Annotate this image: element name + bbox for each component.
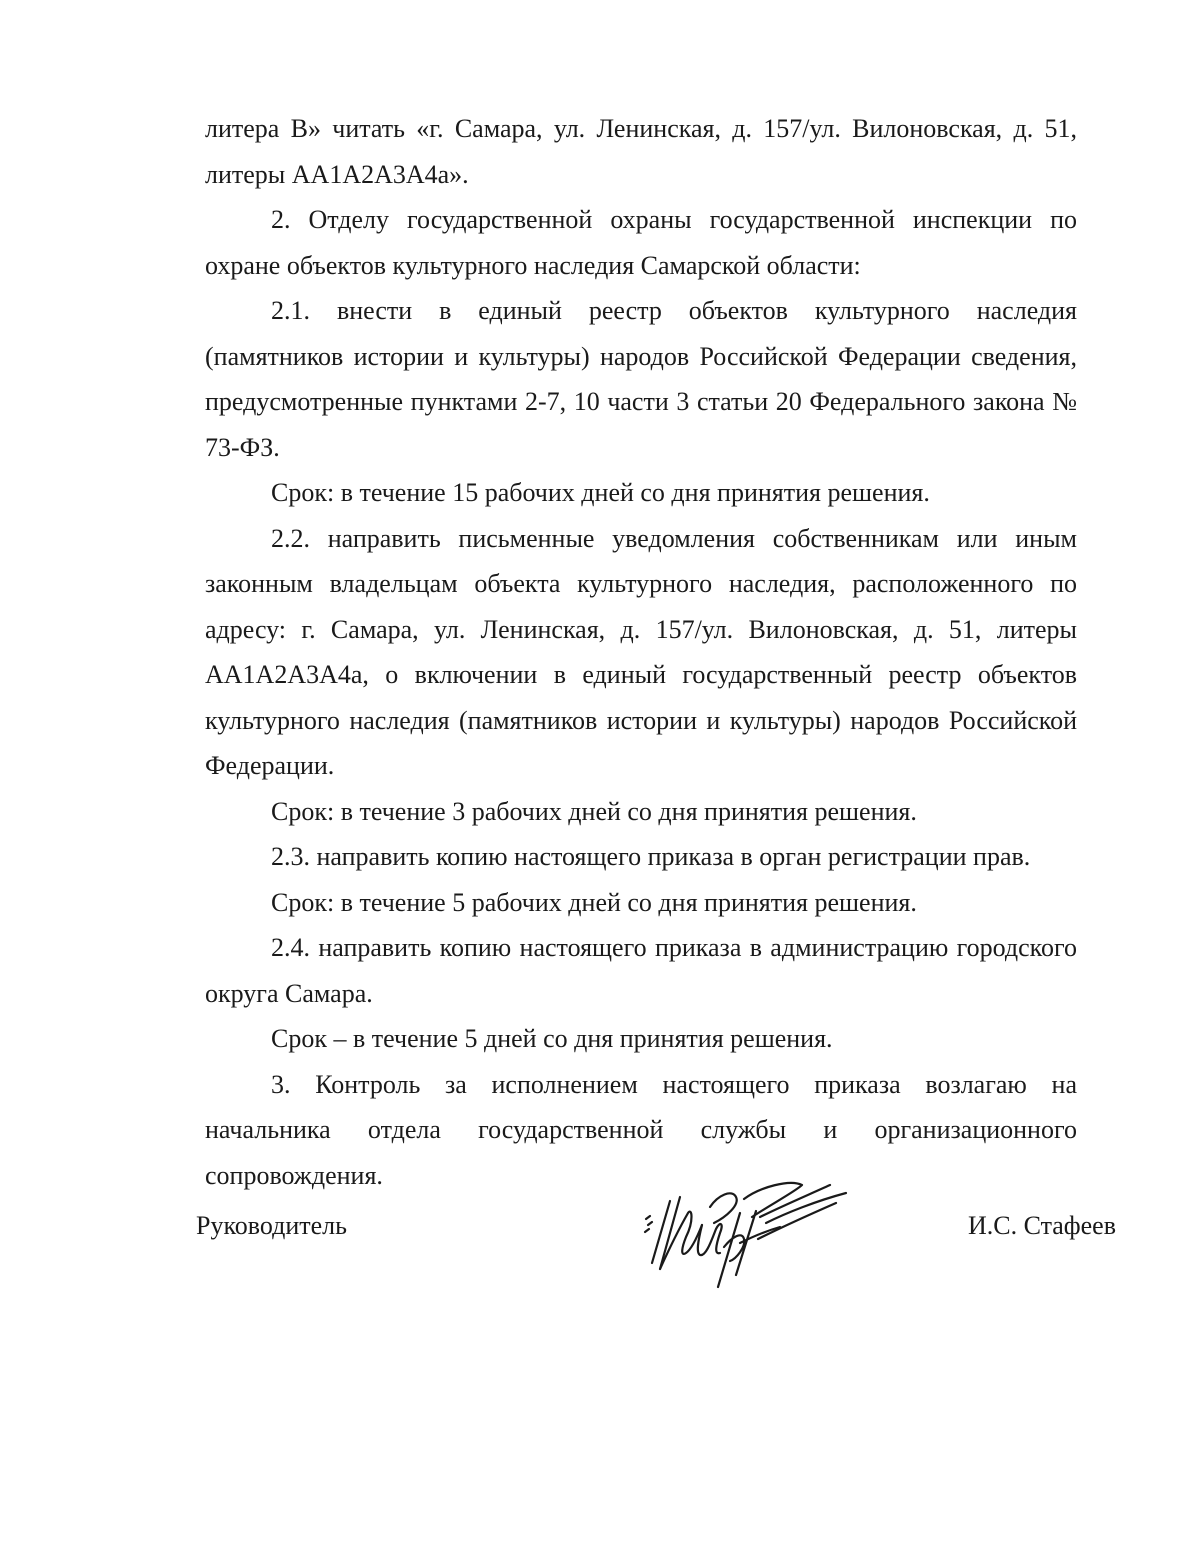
deadline-item-2-1: Срок: в течение 15 рабочих дней со дня принятия решения.: [271, 478, 930, 507]
signature-block: [196, 1203, 1116, 1293]
paragraph-item-3: 3. Контроль за исполнением настоящего приказа возлагаю на начальника отдела государственной службы и организационного сопровождения.: [205, 1069, 1077, 1190]
deadline-item-2-3: Срок: в течение 5 рабочих дней со дня принятия решения.: [271, 887, 917, 917]
deadline-item-2-4: Срок – в течение 5 дней со дня принятия решения.: [271, 1024, 833, 1053]
handwritten-signature-icon: [640, 1177, 852, 1289]
signatory-position: Руководитель: [196, 1211, 347, 1240]
paragraph-item-2-3: 2.3. направить копию настоящего приказа в орган регистрации прав.: [271, 842, 1031, 871]
paragraph-item-2: 2. Отделу государственной охраны государственной инспекции по охране объектов культурного наследия Самарской области:: [205, 205, 1077, 280]
paragraph-item-2-1: 2.1. внести в единый реестр объектов культурного наследия (памятников истории и культуры) народов Российской Федерации сведения, предусмотренные пунктами 2-7, 10 части 3 статьи 20 Федерального закона № 73-ФЗ.: [205, 296, 1077, 462]
document-body: [205, 106, 1077, 1198]
deadline-item-2-2: Срок: в течение 3 рабочих дней со дня принятия решения.: [271, 796, 917, 826]
paragraph-address-correction: литера В» читать «г. Самара, ул. Ленинская, д. 157/ул. Вилоновская, д. 51, литеры АА1А2А3А4а».: [205, 114, 1077, 189]
signatory-name: И.С. Стафеев: [967, 1211, 1116, 1240]
paragraph-item-2-2: 2.2. направить письменные уведомления собственникам или иным законным владельцам объекта культурного наследия, расположенного по адресу: г. Самара, ул. Ленинская, д. 157/ул. Вилоновская, д. 51, литеры АА1А2А3А4а, о включении в единый государственный реестр объектов культурного наследия (памятников истории и культуры) народов Российской Федерации.: [205, 523, 1077, 780]
paragraph-item-2-4: 2.4. направить копию настоящего приказа в администрацию городского округа Самара.: [205, 933, 1077, 1008]
